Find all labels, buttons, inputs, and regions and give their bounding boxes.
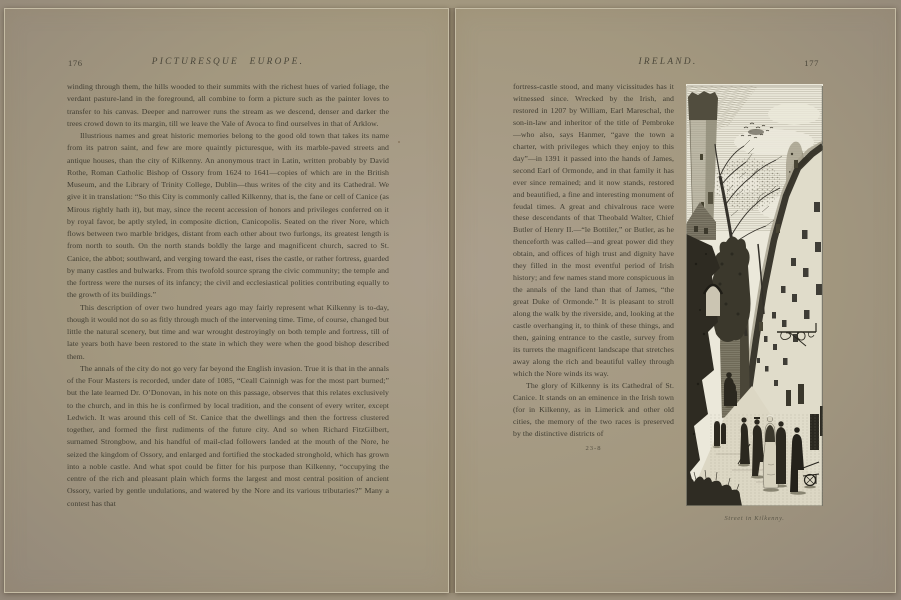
- paragraph: winding through them, the hills wooded to their summits with the richest hues of varied foliage, the verdant pasture-land in the foreground, all combine to form a picture such as the painter loves to transfer to his canvas. Deeper and narrower runs the stream as we descend, denser and darker the trees crowd down to its margin, till we leave the Vale of Avoca to find ourselves in that of Arklow.: [67, 82, 389, 128]
- foxing-speck: [398, 141, 400, 143]
- left-text-block: [67, 81, 389, 510]
- illustration-caption: Street in Kilkenny.: [724, 515, 785, 522]
- street-in-kilkenny-engraving: [686, 84, 823, 522]
- right-folio: 177: [804, 58, 819, 68]
- companion-figure: [776, 421, 786, 484]
- paragraph: fortress-castle stood, and many vicissitudes has it witnessed since. Wrecked by the Irish, and restored in 1207 by William, Earl Mareschal, the son-in-law and inheritor of the title of Pembroke—who also, says Hanmer, “gave the town a charter, with privileges which they enjoy to this day”—in 1391 it passed into the hands of James, second Earl of Ormonde, and in that family it has ever since remained; and it now stands, restored and beautified, a fine and interesting monument of feudal times. A great and chivalrous race were these descendants of that Theobald Walter, Chief Butler of Henry II.—“le Bottiler,” or Butler, as he thenceforth was called—and great power did they obtain, and offices of high trust and dignity have they filled in the most eventful period of Irish history; and few names stand more conspicuous in the annals of the land than that of James, “the great Duke of Ormonde.” It is pleasant to stroll along the walk by the riverside, and, looking at the castle overhanging it, to think of these things, and then, gaining entrance to the castle, survey from its turrets the magnificent landscape that stretches away along the rich and beautiful valley through which the Nore winds its way.: [513, 82, 674, 378]
- left-running-head: PICTURESQUE EUROPE.: [151, 57, 305, 67]
- paragraph: The glory of Kilkenny is its Cathedral of St. Canice. It stands on an eminence in the Irish town (for in Kilkenny, as in Limerick and other old cities, the memory of the two races is preserved by the distinctive districts of: [513, 380, 674, 438]
- paragraph: Illustrious names and great historic memories belong to the good old town that takes its name from its patron saint, and few are more quaintly picturesque, with its marble-paved streets and antique houses, than the city of Kilkenny. An anonymous tract in Latin, written probably by David Rothe, Roman Catholic Bishop of Ossory from 1624 to 1641—copies of which are in the British Museum, and the Library of Trinity College, Dublin—thus writes of the city and its Cathedral. We give it in translation: “So this City is commonly called Kilkenny, that is, the fane or cell of Canice (as Mirous rightly hath it), but may, since the recent accession of honors and privileges conferred on it by royal favor, be aptly styled, in composite diction, Canicopolis. Seated on the river Nore, which flows between two marble bridges, distant from each other about two furlongs, its greatest length is from north to south. On the north stands boldly the large and magnificent church, sacred to St. Canice, the abbot; southward, and verging toward the east, rises the castle, or rather fortress, guarded by many castles and bulwarks. From this twofold source sprang the civic community; the temple and the fortress were the nurses of its infancy; the civil and ecclesiastical polities contributing equally to the growth of its buildings.”: [67, 131, 390, 300]
- left-page: [4, 8, 449, 593]
- right-page: [455, 8, 896, 593]
- left-folio: 176: [68, 58, 83, 68]
- signature-mark: 23-8: [585, 444, 602, 452]
- paragraph: The annals of the city do not go very far beyond the English invasion. True it is that in the annals of the Four Masters is recorded, under date of 1085, “Ceall Cainnigh was for the most part burned;” but the late learned Dr. O’Donovan, in his note on this passage, observes that this relates exclusively to the church, and in this he is confirmed by local tradition, and the consent of every writer, except Ledwich. It was around this cell of St. Canice that the dwellings and then the fortress clustered together, and formed the first rudiments of the future city. And so when Richard FitzGilbert, surnamed Strongbow, and his handful of mail-clad followers landed at the mouth of the Nore, he seized the kingdom of Ossory, and enlarged and fortified the stockaded stronghold, which has grown into a noble castle. And what spot could be fitter for his purpose than Kilkenny, “occupying the centre of the rich and pleasant plain which forms the largest and most central position of ancient Ossory, varied by gentle undulations, and watered by the Nore and its various tributaries?” Many a contest has that: [67, 363, 389, 508]
- paragraph: This description of over two hundred years ago may fairly represent what Kilkenny is to-day, though it would not do so as fitly through much of the intervening time. Time, of course, changed but little the natural scenery, but time and war wrought destroyingly on both temple and fortress, till of late years both have been restored to the state in which they were when the good bishop described them.: [67, 302, 389, 361]
- engraving-image: [686, 84, 823, 506]
- right-running-head: IRELAND.: [638, 57, 698, 67]
- right-text-column: [513, 81, 674, 455]
